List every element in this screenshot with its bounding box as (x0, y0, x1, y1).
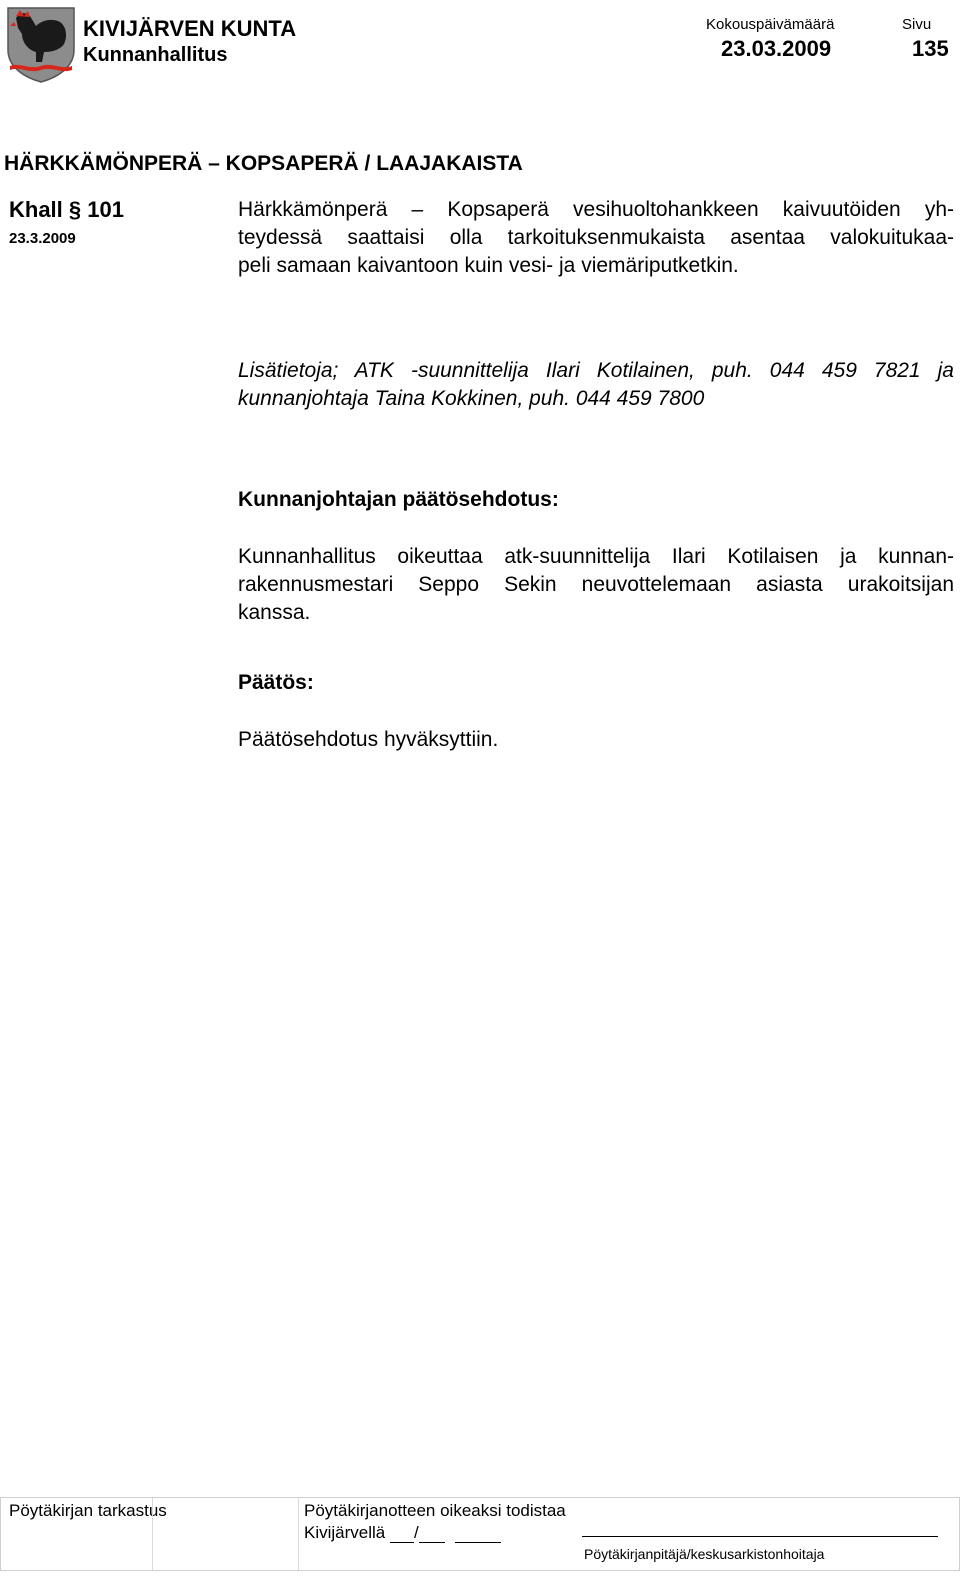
page-label: Sivu (902, 16, 932, 33)
paragraph-line: Kunnanhallitus oikeuttaa atk-suunnittelija Ilari Kotilaisen ja kunnan- (238, 545, 954, 568)
day-blank (390, 1526, 414, 1543)
proposal-heading: Kunnanjohtajan päätösehdotus: (238, 488, 559, 511)
paragraph-line: rakennusmestari Seppo Sekin neuvottelemaan asiasta urakoitsijan (238, 573, 954, 596)
municipal-crest-logo (6, 6, 76, 84)
governing-body-name: Kunnanhallitus (83, 44, 228, 66)
footer-box (0, 1497, 960, 1571)
section-reference: Khall § 101 (9, 197, 124, 222)
certify-label: Pöytäkirjanotteen oikeaksi todistaa (304, 1501, 566, 1520)
place-name: Kivijärvellä (304, 1523, 386, 1542)
date-line (304, 1523, 501, 1543)
section-date: 23.3.2009 (9, 230, 76, 247)
footer-certify-cell (298, 1498, 959, 1570)
decision-text: Päätösehdotus hyväksyttiin. (238, 728, 499, 751)
date-separator: / (413, 1523, 419, 1542)
footer-review-cell (1, 1498, 167, 1570)
signer-role: Pöytäkirjanpitäjä/keskusarkistonhoitaja (584, 1546, 825, 1562)
paragraph-line: kanssa. (238, 601, 311, 624)
review-label: Pöytäkirjan tarkastus (9, 1501, 167, 1520)
meeting-date-label: Kokouspäivämäärä (706, 16, 835, 33)
decision-heading: Päätös: (238, 671, 314, 694)
year-blank (455, 1526, 501, 1543)
paragraph-line: Härkkämönperä – Kopsaperä vesihuoltohankkeen kaivuutöiden yh- (238, 198, 954, 221)
info-paragraph (238, 357, 954, 413)
paragraph-line: Lisätietoja; ATK -suunnittelija Ilari Kotilainen, puh. 044 459 7821 ja (238, 359, 954, 382)
document-title: HÄRKKÄMÖNPERÄ – KOPSAPERÄ / LAAJAKAISTA (4, 152, 523, 175)
paragraph-line: peli samaan kaivantoon kuin vesi- ja viemäriputketkin. (238, 254, 739, 277)
paragraph-line: kunnanjohtaja Taina Kokkinen, puh. 044 459 7800 (238, 387, 705, 410)
footer-initials-cell (152, 1498, 298, 1570)
intro-paragraph (238, 196, 954, 280)
page-number: 135 (912, 36, 949, 61)
signature-line (582, 1536, 938, 1537)
meeting-date: 23.03.2009 (721, 36, 832, 61)
paragraph-line: teydessä saattaisi olla tarkoituksenmukaista asentaa valokuitukaa- (238, 226, 954, 249)
organization-name: KIVIJÄRVEN KUNTA (83, 16, 297, 41)
proposal-paragraph (238, 543, 954, 627)
month-blank (419, 1526, 445, 1543)
